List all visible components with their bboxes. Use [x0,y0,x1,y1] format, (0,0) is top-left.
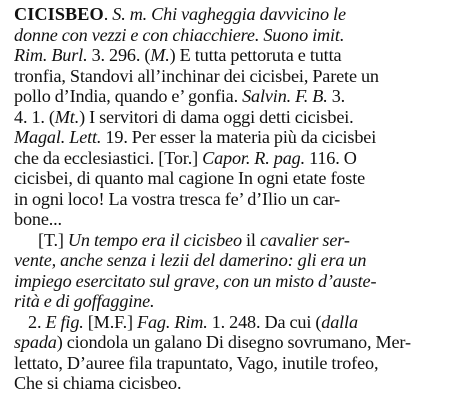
italic-text: Un tempo era il cicisbeo [67,229,242,250]
entry-text: lettato, D’auree fila trapuntato, Vago, inutile trofeo, [14,352,379,373]
entry-line [14,291,466,312]
entry-text: ) I servitori di dama oggi detti cicisbei. [79,106,354,127]
entry-text: 2. [28,311,46,332]
entry-text: che da ecclesiastici. [Tor.] [14,147,203,168]
entry-text: 19. Per esser la materia più da cicisbei [101,127,377,147]
entry-text: tronfia, Standovi all’inchinar dei cicisbei, Parete un [14,65,379,86]
entry-text: [T.] [38,229,68,250]
entry-line [14,373,466,394]
italic-text: Salvin. F. B. [242,86,328,106]
entry-text: 3. [327,86,346,106]
italic-text: Capor. R. pag. [202,147,305,168]
entry-text: il [241,229,260,250]
entry-text: bone... [14,209,62,229]
entry-text: 116. O [305,147,357,168]
italic-text: Fag. Rim. [137,311,208,332]
entry-line [14,230,466,251]
entry-line [14,209,466,230]
entry-line [14,189,466,210]
entry-text: ) E tutta pettoruta e tutta [169,45,342,65]
entry-text: 1. 248. Da cui ( [207,311,322,332]
entry-line [14,107,466,128]
italic-text: M. [150,45,170,65]
italic-text: cavalier ser- [259,229,350,250]
entry-line [14,271,466,292]
italic-text: Rim. Burl. [14,45,88,65]
entry-line [14,45,466,66]
entry-line [14,66,466,87]
italic-text: donne con vezzi e con chiacchiere. Suono imit. [14,24,345,45]
entry-text: ) ciondola un galano Di disegno sovrumano, Mer- [56,332,411,352]
entry-line [14,312,466,333]
entry-line [14,148,466,169]
italic-text: dalla [321,311,358,332]
entry-line [14,4,466,25]
entry-line [14,86,466,107]
entry-text: [M.F.] [83,311,138,332]
entry-line [14,332,466,353]
entry-text: . [103,4,113,24]
entry-text: cicisbei, di quanto mal cagione In ogni etate foste [14,168,366,188]
entry-text: pollo d’India, quando e’ gonfia. [14,86,243,106]
entry-text: 4. 1. ( [14,106,55,127]
dictionary-entry-cicisbeo [14,4,466,394]
entry-line [14,127,466,148]
italic-text: vente, anche senza i lezii del damerino: gli era un [14,250,367,270]
italic-text: Magal. Lett. [14,127,102,147]
headword: CICISBEO [14,4,104,24]
entry-text: 3. 296. ( [87,45,151,65]
entry-line [14,353,466,374]
italic-text: S. m. Chi vagheggia davvicino le [112,4,346,24]
entry-line [14,25,466,46]
italic-text: E fig. [45,311,84,332]
entry-text: in ogni loco! La vostra tresca fe’ d’Ilio un car- [14,188,341,209]
entry-line [14,250,466,271]
italic-text: impiego esercitato sul grave, con un misto d’auste- [14,270,377,291]
italic-text: Mt. [54,106,80,127]
entry-text: Che si chiama cicisbeo. [14,373,182,393]
italic-text: spada [14,332,57,352]
italic-text: rità e di goffaggine. [14,291,155,311]
entry-line [14,168,466,189]
